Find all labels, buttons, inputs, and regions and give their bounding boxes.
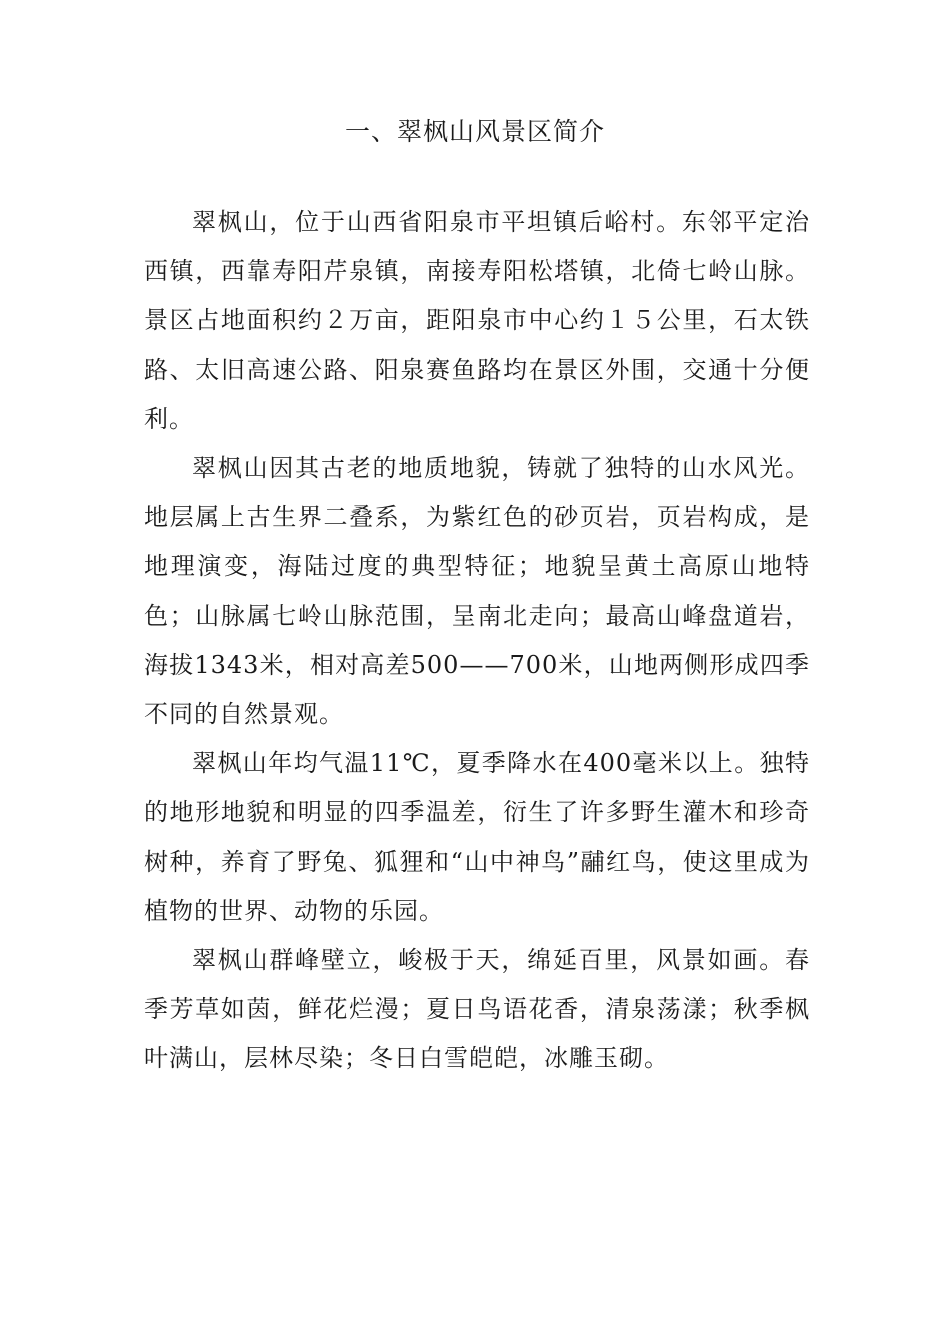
paragraph-scenery: 翠枫山群峰壁立，峻极于天，绵延百里，风景如画。春季芳草如茵，鲜花烂漫；夏日鸟语花香，清泉荡漾；秋季枫叶满山，层林尽染；冬日白雪皑皑，冰雕玉砌。 [144,946,810,1073]
paragraph-geology: 翠枫山因其古老的地质地貌，铸就了独特的山水风光。地层属上古生界二叠系，为紫红色的砂页岩，页岩构成，是地理演变，海陆过度的典型特征；地貌呈黄土高原山地特色；山脉属七岭山脉范围，呈南北走向；最高山峰盘道岩，海拔1343米，相对高差500——700米，山地两侧形成四季不同的自然景观。 [144,454,810,729]
paragraph-location: 翠枫山，位于山西省阳泉市平坦镇后峪村。东邻平定治西镇，西靠寿阳芹泉镇，南接寿阳松塔镇，北倚七岭山脉。景区占地面积约２万亩，距阳泉市中心约１５公里，石太铁路、太旧高速公路、阳泉赛鱼路均在景区外围，交通十分便利。 [144,208,810,433]
document-title: 一、翠枫山风景区简介 [344,117,605,146]
document-body [144,198,810,1084]
paragraph-climate: 翠枫山年均气温11℃，夏季降水在400毫米以上。独特的地形地貌和明显的四季温差，衍生了许多野生灌木和珍奇树种，养育了野兔、狐狸和“山中神鸟”鬴红鸟，使这里成为植物的世界、动物的乐园。 [144,749,810,925]
